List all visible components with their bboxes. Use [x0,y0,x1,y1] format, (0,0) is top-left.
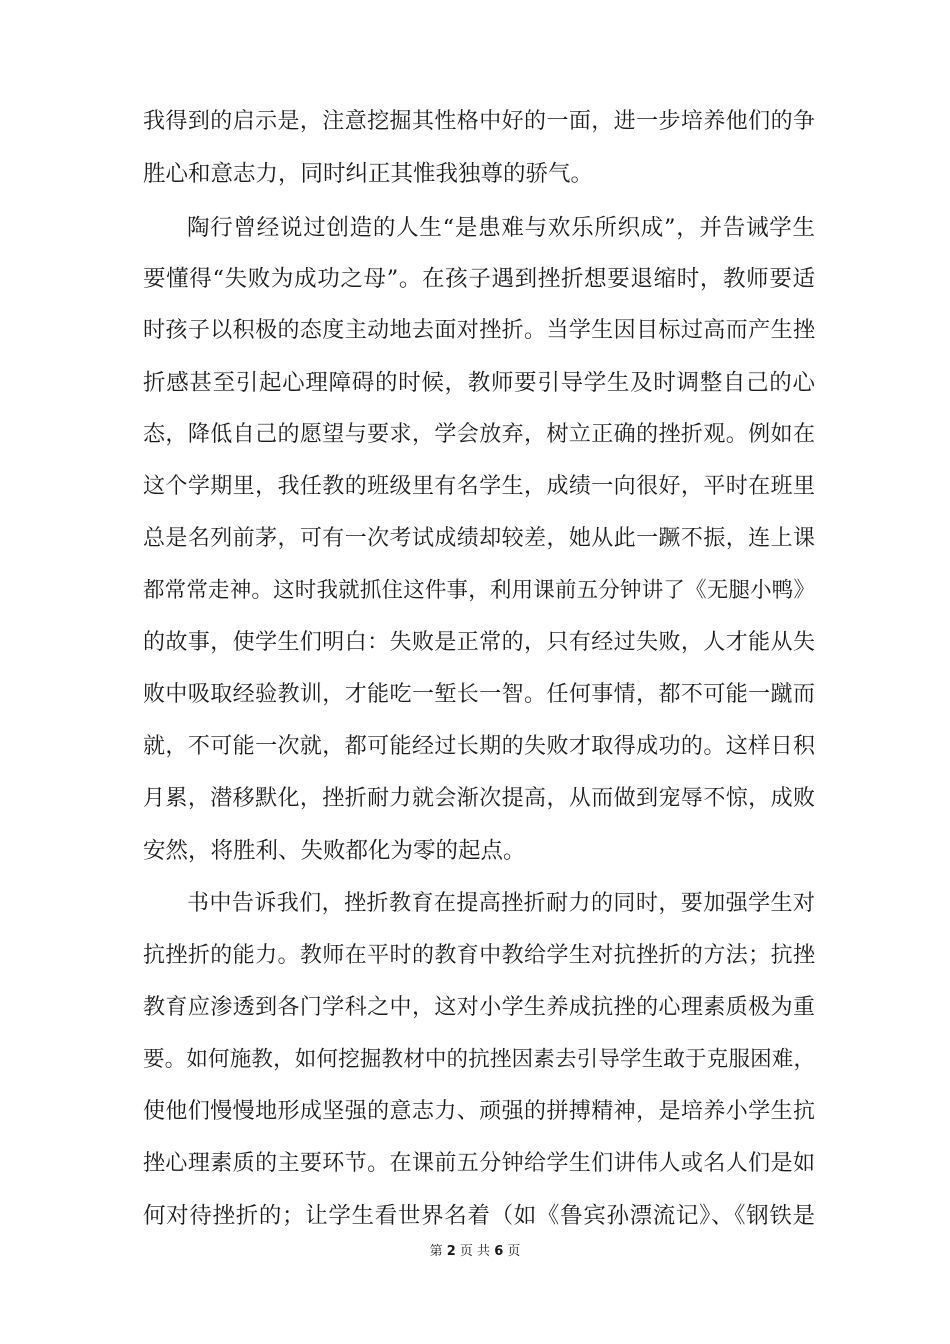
text-line: 都常常走神。这时我就抓住这件事，利用课前五分钟讲了《无腿小鸭》 [143,578,815,603]
text-line: 我得到的启示是，注意挖掘其性格中好的一面，进一步培养他们的争 [143,109,815,134]
text-line: 教育应渗透到各门学科之中，这对小学生养成抗挫的心理素质极为重 [143,995,815,1020]
text-line: 就，不可能一次就，都可能经过长期的失败才取得成功的。这样日积 [143,734,815,759]
text-line: 态，降低自己的愿望与要求，学会放弃，树立正确的挫折观。例如在 [143,422,815,447]
footer-middle: 页 共 [459,1244,491,1259]
text-line: 总是名列前茅，可有一次考试成绩却较差，她从此一蹶不振，连上课 [143,526,815,551]
text-line: 败中吸取经验教训，才能吃一堑长一智。任何事情，都不可能一蹴而 [143,682,815,707]
total-page-count: 6 [494,1244,504,1259]
text-line: 月累，潜移默化，挫折耐力就会渐次提高，从而做到宠辱不惊，成败 [143,786,815,811]
footer-suffix: 页 [507,1244,521,1259]
footer-prefix: 第 [429,1244,443,1259]
text-line: 折感甚至引起心理障碍的时候，教师要引导学生及时调整自己的心 [143,370,815,396]
text-line: 抗挫折的能力。教师在平时的教育中教给学生对抗挫折的方法；抗挫 [143,943,815,968]
current-page-number: 2 [446,1244,456,1259]
paragraph-first-line: 书中告诉我们，挫折教育在提高挫折耐力的同时，要加强学生对 [187,891,815,916]
text-line: 的故事，使学生们明白：失败是正常的，只有经过失败，人才能从失 [143,630,815,655]
text-line: 要懂得“失败为成功之母”。在孩子遇到挫折想要退缩时，教师要适 [143,266,815,292]
text-line: 时孩子以积极的态度主动地去面对挫折。当学生因目标过高而产生挫 [143,318,815,343]
text-line: 胜心和意志力，同时纠正其惟我独尊的骄气。 [143,161,594,187]
text-line: 使他们慢慢地形成坚强的意志力、顽强的拼搏精神，是培养小学生抗 [143,1099,815,1124]
text-line: 这个学期里，我任教的班级里有名学生，成绩一向很好，平时在班里 [143,474,815,499]
page-footer [0,1243,950,1261]
text-line: 挫心理素质的主要环节。在课前五分钟给学生们讲伟人或名人们是如 [143,1151,815,1176]
paragraph-first-line: 陶行曾经说过创造的人生“是患难与欢乐所织成”，并告诫学生 [187,215,815,241]
text-line: 要。如何施教，如何挖掘教材中的抗挫因素去引导学生敢于克服困难， [143,1047,815,1072]
text-line: 安然，将胜利、失败都化为零的起点。 [143,838,526,864]
text-line: 何对待挫折的；让学生看世界名着（如《鲁宾孙漂流记》、《钢铁是 [143,1203,815,1229]
